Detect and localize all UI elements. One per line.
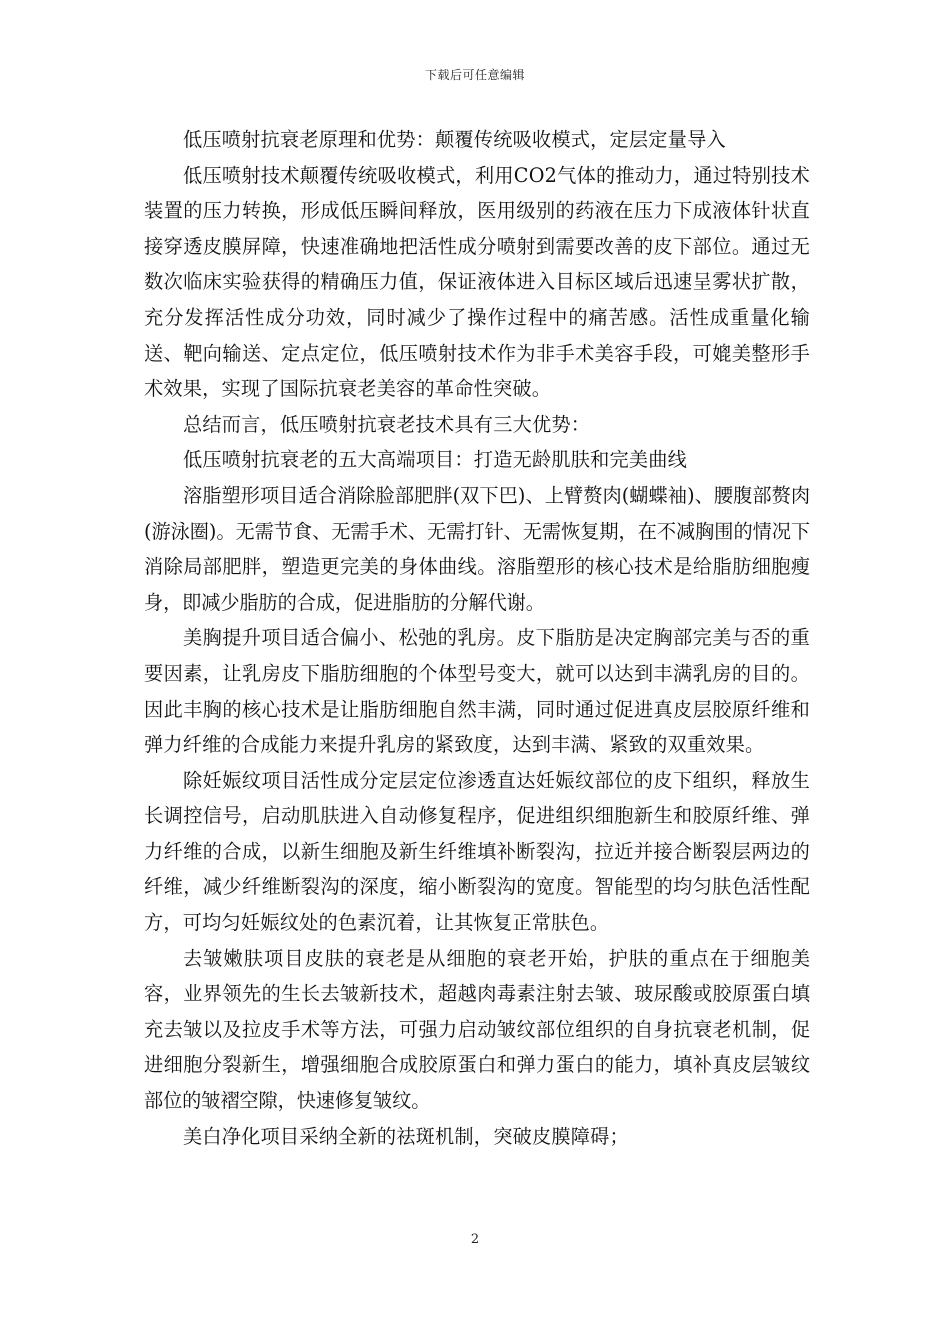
- paragraph-heading-principle: 低压喷射抗衰老原理和优势：颠覆传统吸收模式，定层定量导入: [183, 128, 726, 151]
- paragraph-stretch-marks: 除妊娠纹项目活性成分定层定位渗透直达妊娠纹部位的皮下组织，释放生长调控信号，启动肌肤进入自动修复程序，促进组织细胞新生和胶原纤维、弹力纤维的合成，以新生细胞及新生纤维填补断裂沟，拉近并接合断裂层两边的纤维，减少纤维断裂沟的深度，缩小断裂沟的宽度。智能型的均匀肤色活性配方，可均匀妊娠纹处的色素沉着，让其恢复正常肤色。: [144, 768, 810, 935]
- paragraph-heading-projects: 低压喷射抗衰老的五大高端项目：打造无龄肌肤和完美曲线: [183, 448, 688, 472]
- paragraph-technology: 低压喷射技术颠覆传统吸收模式，利用CO2气体的推动力，通过特别技术装置的压力转换，形成低压瞬间释放，医用级别的药液在压力下成液体针状直接穿透皮膜屏障，快速准确地把活性成分喷射到需要改善的皮下部位。通过无数次临床实验获得的精确压力值，保证液体进入目标区域后迅速呈雾状扩散，充分发挥活性成分功效，同时减少了操作过程中的痛苦感。活性成重量化输送、靶向输送、定点定位，低压喷射技术作为非手术美容手段，可媲美整形手术效果，实现了国际抗衰老美容的革命性突破。: [144, 163, 810, 401]
- paragraph-summary: 总结而言，低压喷射抗衰老技术具有三大优势：: [183, 412, 591, 436]
- document-body: [144, 122, 810, 1154]
- paragraph-wrinkle-removal: 去皱嫩肤项目皮肤的衰老是从细胞的衰老开始，护肤的重点在于细胞美容，业界领先的生长去皱新技术，超越肉毒素注射去皱、玻尿酸或胶原蛋白填充去皱以及拉皮手术等方法，可强力启动皱纹部位组织的自身抗衰老机制，促进细胞分裂新生，增强细胞合成胶原蛋白和弹力蛋白的能力，填补真皮层皱纹部位的皱褶空隙，快速修复皱纹。: [144, 946, 810, 1113]
- paragraph-whitening: 美白净化项目采纳全新的祛斑机制，突破皮膜障碍；: [183, 1124, 629, 1148]
- page-number: 2: [470, 1232, 480, 1247]
- paragraph-breast-lifting: 美胸提升项目适合偏小、松弛的乳房。皮下脂肪是决定胸部完美与否的重要因素，让乳房皮下脂肪细胞的个体型号变大，就可以达到丰满乳房的目的。因此丰胸的核心技术是让脂肪细胞自然丰满，同时通过促进真皮层胶原纤维和弹力纤维的合成能力来提升乳房的紧致度，达到丰满、紧致的双重效果。: [144, 626, 810, 757]
- page-header: 下载后可任意编辑: [424, 68, 525, 82]
- paragraph-fat-dissolving: 溶脂塑形项目适合消除脸部肥胖(双下巴)、上臂赘肉(蝴蝶袖)、腰腹部赘肉(游泳圈)。无需节食、无需手术、无需打针、无需恢复期，在不减胸围的情况下消除局部肥胖，塑造更完美的身体曲线。溶脂塑形的核心技术是给脂肪细胞瘦身，即减少脂肪的合成，促进脂肪的分解代谢。: [144, 483, 810, 614]
